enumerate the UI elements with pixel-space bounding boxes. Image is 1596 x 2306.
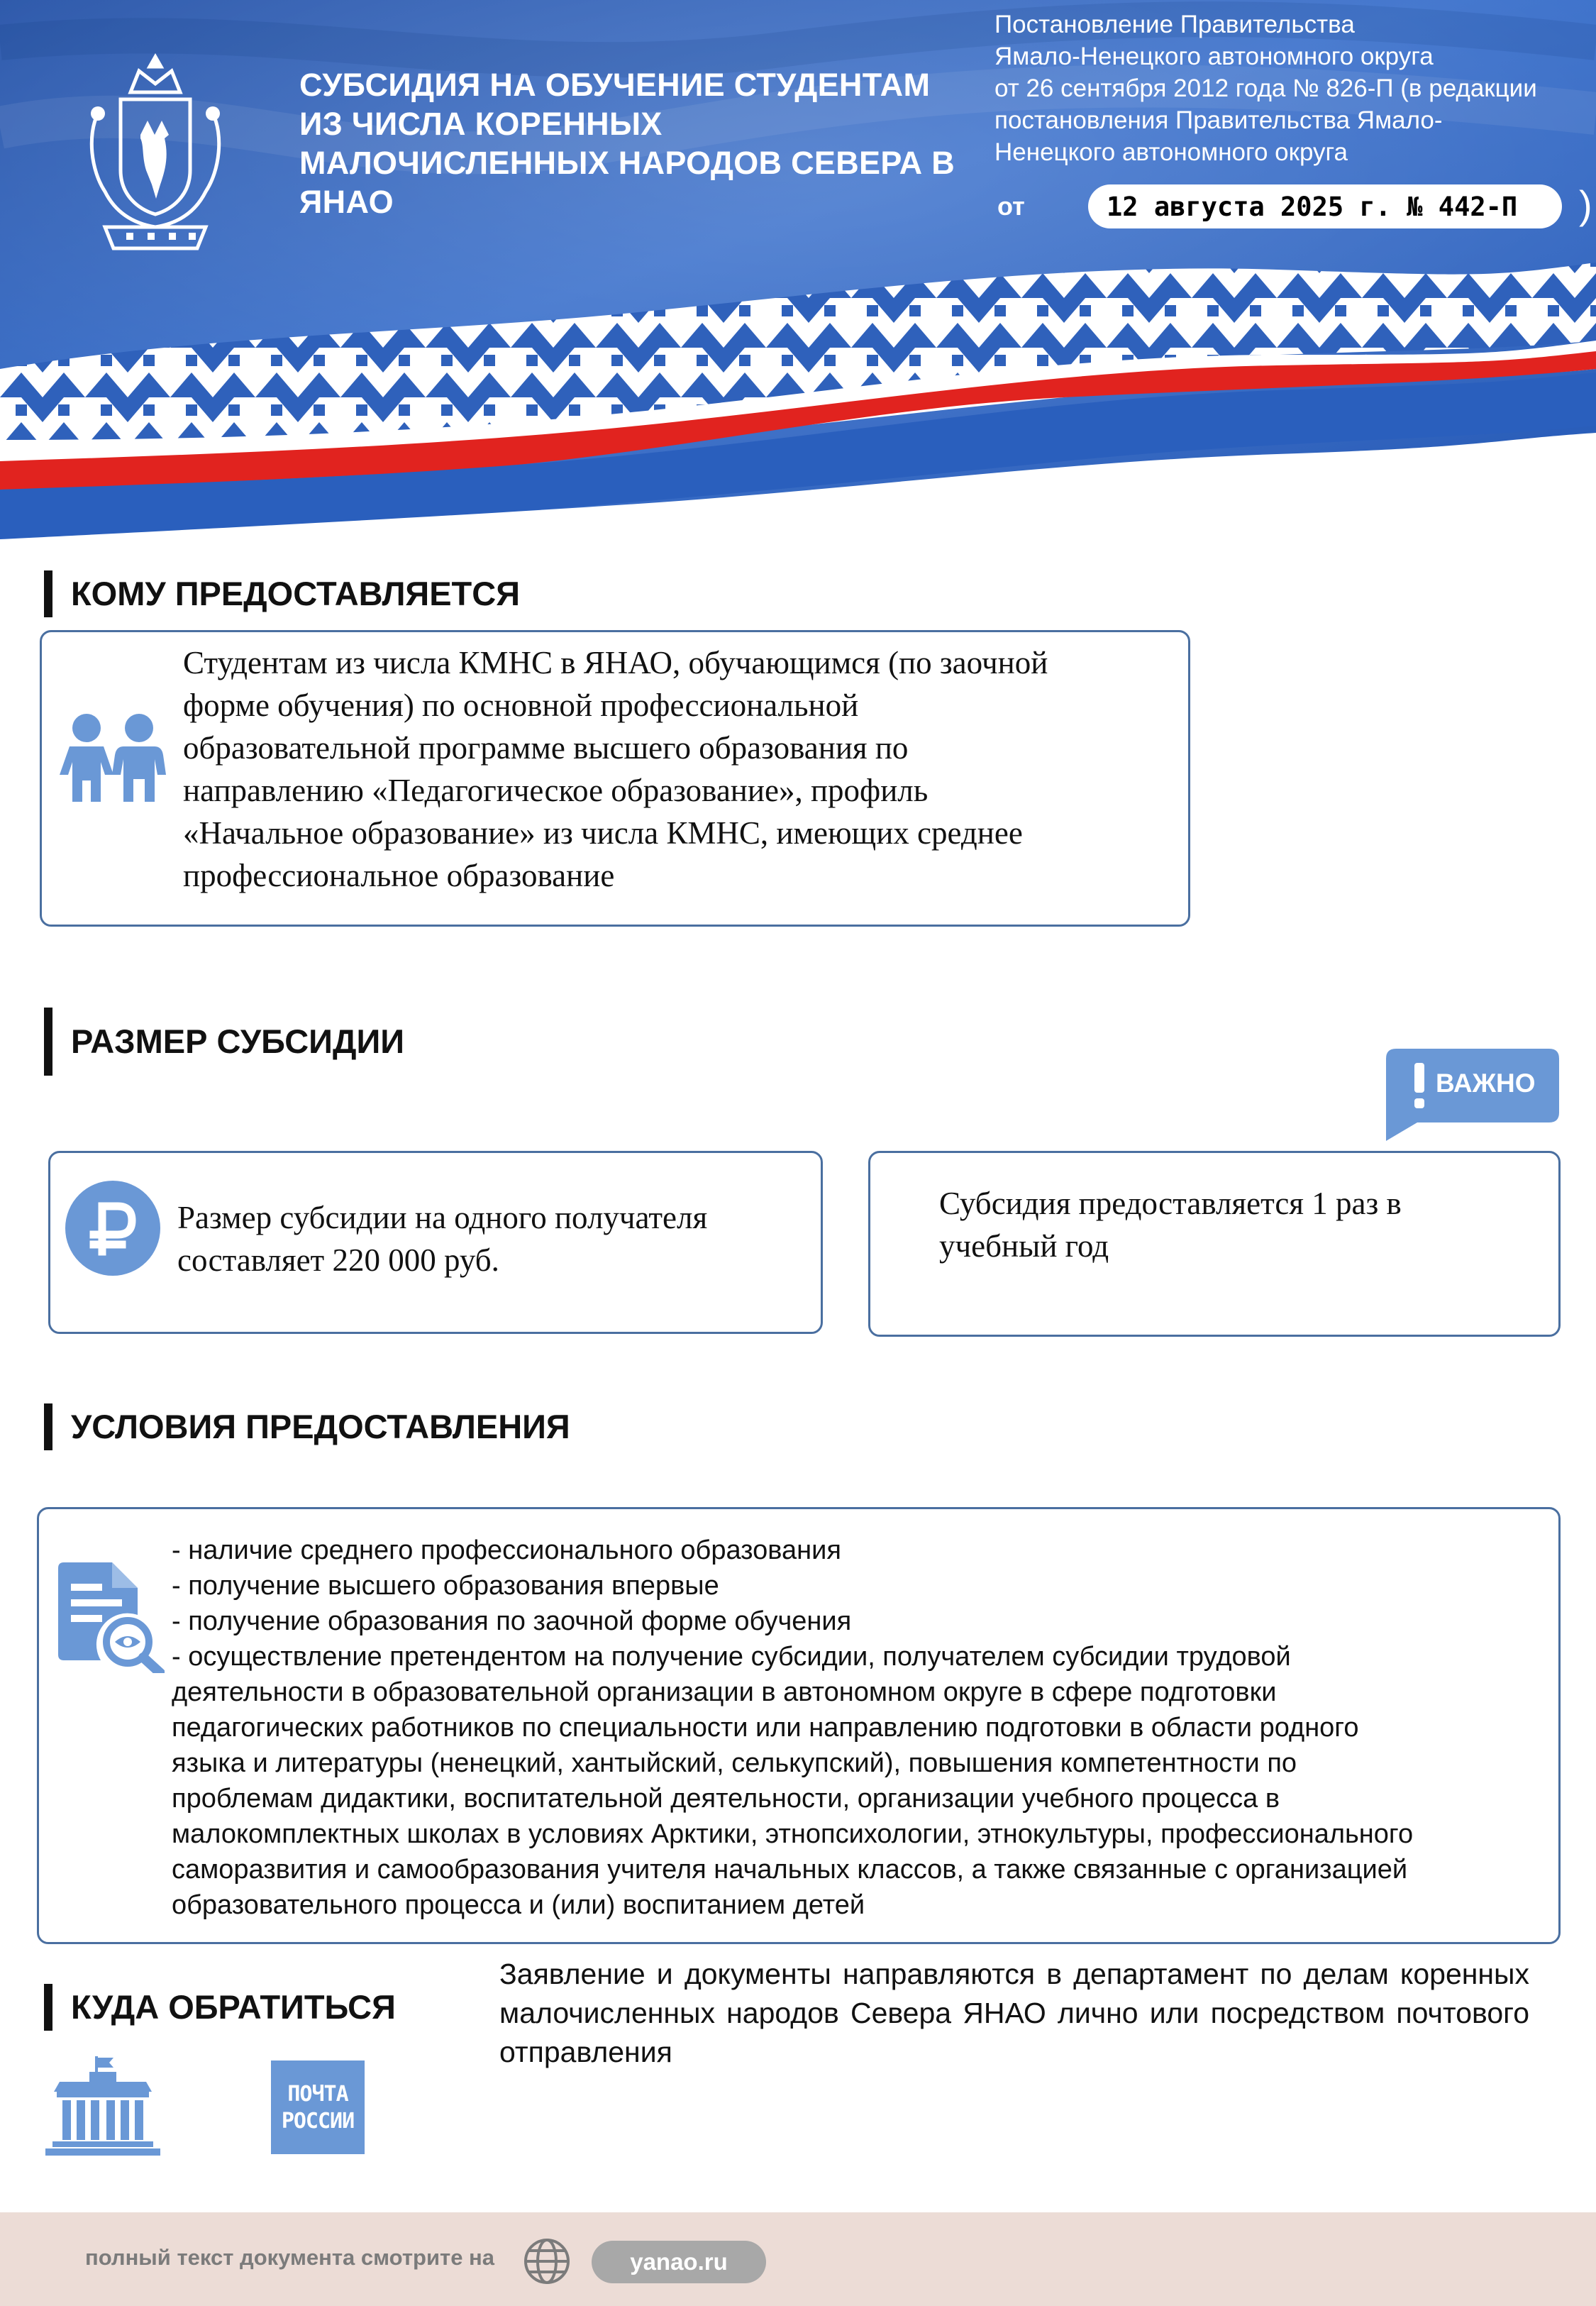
list-item: - получение образования по заочной форме обучения (172, 1606, 852, 1636)
list-item: - осуществление претендентом на получение субсидии, получателем субсидии трудовой (172, 1642, 1291, 1672)
recipients-line: «Начальное образование» из числа КМНС, имеющих среднее (183, 815, 1023, 851)
header-banner (0, 0, 1596, 539)
section-title-amount: РАЗМЕР СУБСИДИИ (44, 1008, 404, 1076)
list-item: образовательного процесса и (или) воспитанием детей (172, 1890, 865, 1920)
conditions-list (172, 1533, 1541, 1923)
title-line: СУБСИДИЯ НА ОБУЧЕНИЕ СТУДЕНТАМ (299, 67, 931, 103)
recipients-line: форме обучения) по основной профессиональной (183, 688, 859, 723)
decree-line: Ямало-Ненецкого автономного округа (994, 43, 1434, 70)
russian-post-logo (271, 2060, 365, 2154)
footer (0, 2212, 1596, 2306)
government-building-icon (45, 2056, 160, 2156)
post-logo-line: РОССИИ (281, 2109, 355, 2134)
decree-line: постановления Правительства Ямало- (994, 106, 1443, 134)
title-line: МАЛОЧИСЛЕННЫХ НАРОДОВ СЕВЕРА В (299, 145, 955, 181)
list-item: - наличие среднего профессионального образования (172, 1535, 841, 1565)
list-item: языка и литературы (ненецкий, хантыйский, селькупский), повышения компетентности по (172, 1748, 1297, 1778)
document-search-icon (58, 1562, 165, 1673)
recipients-text (183, 641, 1176, 897)
decree-line: Постановление Правительства (994, 11, 1355, 38)
where-to-apply-text: Заявление и документы направляются в департамент по делам коренных малочисленных народов Севера ЯНАО лично или посредством почтового отправления (499, 1958, 1529, 2068)
list-item: саморазвития и самообразования учителя начальных классов, а также связанные с организацией (172, 1855, 1408, 1885)
recipients-line: образовательной программе высшего образования по (183, 730, 909, 766)
recipients-line: профессиональное образование (183, 858, 615, 893)
important-label: ВАЖНО (1436, 1069, 1536, 1098)
decree-line: Ненецкого автономного округа (994, 138, 1348, 166)
list-item: проблемам дидактики, воспитательной деятельности, организации учебного процесса в (172, 1784, 1280, 1814)
recipients-line: Студентам из числа КМНС в ЯНАО, обучающимся (по заочной (183, 645, 1048, 680)
list-item: педагогических работников по специальности или направлению подготовки в области родного (172, 1713, 1359, 1743)
amount-line: Размер субсидии на одного получателя (177, 1200, 708, 1235)
decree-date-pill (1088, 184, 1562, 228)
list-item: - получение высшего образования впервые (172, 1571, 719, 1601)
frequency-line: учебный год (939, 1228, 1109, 1264)
frequency-line: Субсидия предоставляется 1 раз в (939, 1186, 1402, 1221)
exclamation-icon (1414, 1063, 1424, 1093)
closing-paren: ) (1579, 182, 1592, 227)
title-line: ИЗ ЧИСЛА КОРЕННЫХ (299, 106, 663, 142)
title-line: ЯНАО (299, 184, 394, 220)
list-item: малокомплектных школах в условиях Арктики, этнопсихологии, этнокультуры, профессионального (172, 1819, 1414, 1849)
footer-text: полный текст документа смотрите на (85, 2245, 495, 2270)
post-logo-line: ПОЧТА (287, 2082, 348, 2107)
website-link[interactable]: yanao.ru (592, 2241, 766, 2283)
frequency-text (939, 1182, 1549, 1267)
list-item: деятельности в образовательной организации в автономном округе в сфере подготовки (172, 1677, 1277, 1707)
decree-reference (994, 9, 1590, 168)
decree-date: 12 августа 2025 г. № 442-П (1107, 192, 1518, 222)
children-icon (57, 712, 167, 805)
globe-icon (522, 2236, 572, 2286)
yanao-coat-of-arms-icon (77, 50, 234, 255)
ruble-icon (65, 1181, 160, 1276)
amount-line: составляет 220 000 руб. (177, 1242, 499, 1278)
amount-text (177, 1196, 816, 1281)
from-label: от (997, 192, 1025, 221)
section-title-where: КУДА ОБРАТИТЬСЯ (44, 1984, 396, 2031)
section-title-conditions: УСЛОВИЯ ПРЕДОСТАВЛЕНИЯ (44, 1403, 570, 1450)
section-title-recipients: КОМУ ПРЕДОСТАВЛЯЕТСЯ (44, 570, 520, 617)
page-title (299, 65, 973, 221)
decree-line: от 26 сентября 2012 года № 826-П (в редакции (994, 75, 1537, 102)
recipients-line: направлению «Педагогическое образование», профиль (183, 773, 929, 808)
